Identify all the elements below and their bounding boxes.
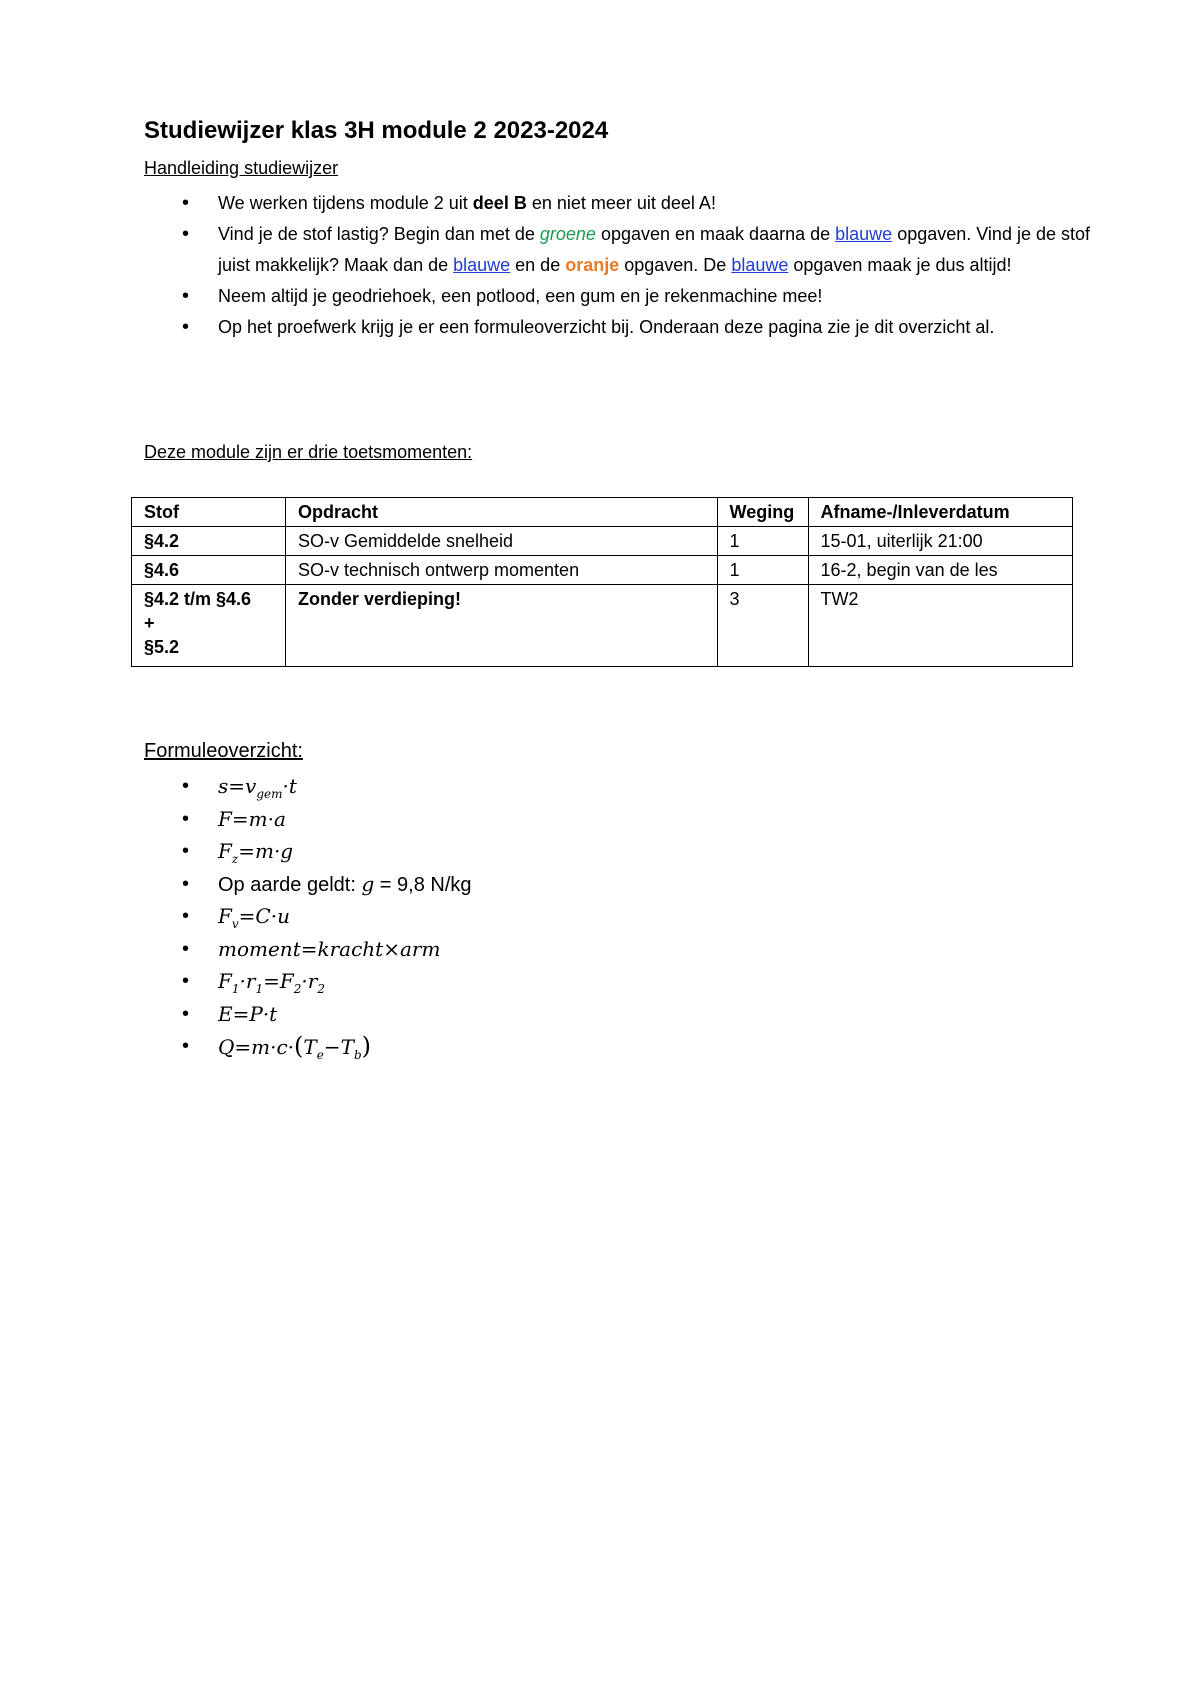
formuleoverzicht-heading: Formuleoverzicht: bbox=[144, 740, 303, 762]
cell-weging: 1 bbox=[717, 527, 808, 556]
blue-word: blauwe bbox=[453, 255, 511, 275]
subscript: v bbox=[231, 917, 239, 931]
list-item: • Neem altijd je geodriehoek, een potlood, een gum en je rekenmachine mee! bbox=[144, 281, 1094, 312]
cell-stof: §4.6 bbox=[132, 556, 286, 585]
formula-item bbox=[144, 868, 472, 901]
symbol: v bbox=[245, 774, 257, 798]
formula-list bbox=[144, 770, 472, 1063]
instructions-list bbox=[144, 188, 1094, 343]
formula-item: • $Q=m\cdot c\cdot(T_e-T_b)$ bbox=[144, 1030, 472, 1063]
symbol: Q=m·c· bbox=[218, 1035, 295, 1059]
table-row bbox=[132, 585, 1073, 667]
text: Op aarde geldt: bbox=[218, 873, 362, 896]
formula-item bbox=[144, 835, 472, 868]
list-item bbox=[144, 188, 1094, 219]
subscript: z bbox=[231, 852, 239, 866]
text: opgaven. Vind je de stof juist makkelijk? Maak dan de bbox=[218, 224, 1091, 275]
text: opgaven en maak daarna de bbox=[595, 224, 836, 244]
text: en de bbox=[510, 255, 566, 275]
text: opgaven maak je dus altijd! bbox=[788, 255, 1012, 275]
blue-word: blauwe bbox=[731, 255, 789, 275]
cell-weging: 1 bbox=[717, 556, 808, 585]
list-item bbox=[144, 219, 1094, 281]
green-word: groene bbox=[539, 224, 596, 244]
subscript: 1 bbox=[231, 982, 240, 996]
formula-item: • E=P·t bbox=[144, 998, 472, 1031]
header-opdracht: Opdracht bbox=[285, 498, 717, 527]
cell-weging: 3 bbox=[717, 585, 808, 667]
page-title: Studiewijzer klas 3H module 2 2023-2024 bbox=[144, 117, 609, 144]
symbol: T bbox=[340, 1035, 354, 1059]
symbol: r bbox=[307, 969, 318, 993]
subscript: e bbox=[316, 1048, 324, 1062]
header-weging: Weging bbox=[717, 498, 808, 527]
emphasis-text: deel B bbox=[472, 193, 527, 213]
text: We werken tijdens module 2 uit bbox=[218, 193, 473, 213]
symbol: s bbox=[218, 774, 229, 798]
symbol: r bbox=[245, 969, 256, 993]
blue-word: blauwe bbox=[835, 224, 893, 244]
cell-datum: TW2 bbox=[808, 585, 1072, 667]
subscript: gem bbox=[256, 787, 283, 801]
symbol: =C·u bbox=[238, 904, 290, 928]
symbol: g bbox=[361, 871, 375, 896]
symbol: =m·g bbox=[238, 839, 294, 863]
header-datum: Afname-/Inleverdatum bbox=[808, 498, 1072, 527]
subscript: 2 bbox=[317, 982, 325, 996]
toetsmomenten-table bbox=[131, 497, 1073, 667]
symbol: F bbox=[218, 969, 232, 993]
symbol: F bbox=[218, 839, 232, 863]
formula-item: • F=m·a bbox=[144, 803, 472, 836]
text: en niet meer uit deel A! bbox=[526, 193, 716, 213]
cell-stof: §4.2 bbox=[132, 527, 286, 556]
cell-datum: 16-2, begin van de les bbox=[808, 556, 1072, 585]
subscript: b bbox=[353, 1048, 362, 1062]
text: Vind je de stof lastig? Begin dan met de bbox=[218, 224, 540, 244]
formula-item bbox=[144, 900, 472, 933]
subscript: 1 bbox=[255, 982, 264, 996]
subscript: 2 bbox=[293, 982, 302, 996]
symbol: F bbox=[279, 969, 294, 993]
header-stof: Stof bbox=[132, 498, 286, 527]
cell-opdracht: Zonder verdieping! bbox=[285, 585, 717, 667]
symbol: T bbox=[303, 1035, 317, 1059]
text: opgaven. De bbox=[619, 255, 732, 275]
symbol: t bbox=[288, 774, 297, 798]
table-row bbox=[132, 556, 1073, 585]
symbol: F bbox=[218, 904, 232, 928]
formula-item: • $F_1\cdot r_1=F_2\cdot r_2$ bbox=[144, 965, 472, 998]
formula-item: • $s=v_{gem}\cdot t$ bbox=[144, 770, 472, 803]
toetsmomenten-heading: Deze module zijn er drie toetsmomenten: bbox=[144, 442, 473, 462]
table-row bbox=[132, 527, 1073, 556]
cell-opdracht: SO-v Gemiddelde snelheid bbox=[285, 527, 717, 556]
cell-datum: 15-01, uiterlijk 21:00 bbox=[808, 527, 1072, 556]
list-item: • Op het proefwerk krijg je er een formuleoverzicht bij. Onderaan deze pagina zie je dit overzicht al. bbox=[144, 312, 1094, 343]
stof-line: §5.2 bbox=[144, 637, 180, 657]
formula-item: • moment=kracht×arm bbox=[144, 933, 472, 966]
stof-line: §4.2 t/m §4.6 bbox=[144, 589, 252, 609]
stof-line: + bbox=[144, 613, 155, 633]
cell-stof bbox=[132, 585, 286, 667]
table-header-row bbox=[132, 498, 1073, 527]
orange-word: oranje bbox=[565, 255, 620, 275]
text: = 9,8 N/kg bbox=[374, 873, 472, 896]
cell-opdracht: SO-v technisch ontwerp momenten bbox=[285, 556, 717, 585]
handleiding-heading: Handleiding studiewijzer bbox=[144, 158, 339, 178]
